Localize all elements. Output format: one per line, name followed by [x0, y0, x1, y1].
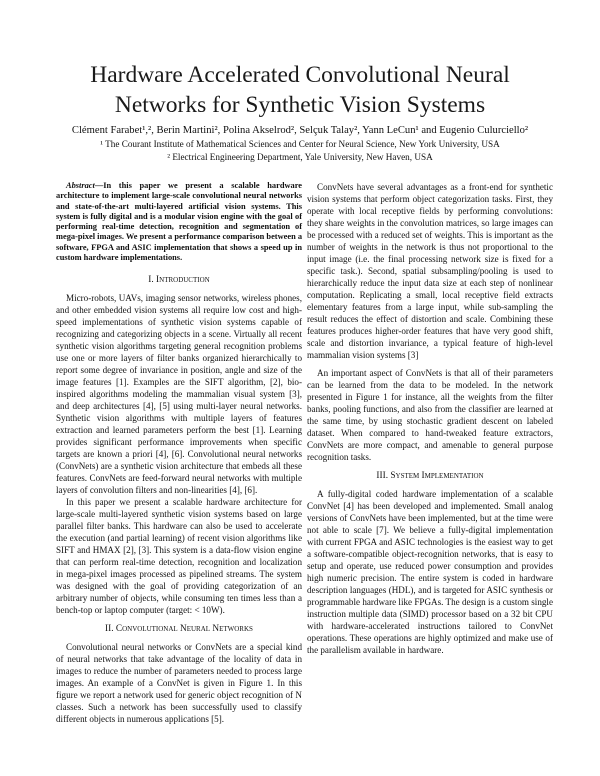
- affiliation-1: ¹ The Courant Institute of Mathematical Sciences and Center for Neural Science, New York University, USA: [100, 139, 500, 149]
- left-column: [56, 181, 302, 725]
- convnet-paragraph-2: ConvNets have several advantages as a front-end for synthetic vision systems that perform object categorization tasks. First, they operate with local receptive fields by performing convolutions: they share weights in the convolution matrices, so large images can be processed with a reduced set of weights. This is important as the number of weights in the network is thus not proportional to the input image (i.e. the final processing network size is fixed for a specific task.). Second, spatial subsampling/pooling is used to hierarchically reduce the input data size at each step of nonlinear computation. Replicating a small, local receptive field extracts elementary features from a large input, while sub-sampling the result reduces the effect of distortion and scale. Combining these features produces higher-order features that have very good shift, scale and distortion invariance, a typical feature of high-level mammalian vision systems [3]: [307, 182, 553, 360]
- abstract-lead: Abstract: [66, 181, 95, 190]
- convnet-paragraph-1: Convolutional neural networks or ConvNets are a special kind of neural networks that take advantage of the locality of data in images to reduce the number of parameters needed to process large images. An example of a ConvNet is given in Figure 1. In this figure we report a network used for generic object recognition of N classes. Such a network has been successfully used to classify different objects in numerous applications [5].: [56, 642, 302, 725]
- abstract-text: —In this paper we present a scalable hardware architecture to implement large-scale convolutional neural networks and state-of-the-art multi-layered artificial vision systems. This system is fully digital and is a modular vision engine with the goal of performing real-time detection, recognition and segmentation of mega-pixel images. We present a performance comparison between a software, FPGA and ASIC implementation that shows a speed up in custom hardware implementations.: [56, 181, 303, 263]
- paper-title: [0, 60, 600, 120]
- intro-paragraph-1: Micro-robots, UAVs, imaging sensor networks, wireless phones, and other embedded vision systems all require low cost and high-speed implementations of synthetic vision systems capable of recognizing and categorizing objects in a scene. Virtually all recent synthetic vision algorithms targeting general recognition problems use one or more layers of filter banks organized hierarchically to report some degree of invariance in position, angle and size of the image features [1]. Examples are the SIFT algorithm, [2], bio-inspired algorithms modeling the mammalian visual system [3], and deep architectures [4], [5] using multi-layer neural networks. Synthetic vision algorithms with multiple layers of features extraction and learned parameters perform the best [1]. Learning provides significant performance improvements when specific targets are known a priori [4], [6]. Convolutional neural networks (ConvNets) are a synthetic vision architecture that embeds all these features. ConvNets are feed-forward neural networks with multiple layers of convolution filters and non-linearities [4], [6].: [56, 293, 302, 496]
- author-list: Clément Farabet¹,², Berin Martini², Polina Akselrod², Selçuk Talay², Yann LeCun¹ and Eugenio Culurciello²: [71, 125, 529, 136]
- section-heading-introduction: I. Introduction: [148, 275, 210, 286]
- implementation-paragraph-1: A fully-digital coded hardware implementation of a scalable ConvNet [4] has been developed and implemented. Small analog versions of ConvNets have been implemented, but at the time were not able to scale [7]. We believe a fully-digital implementation with current FPGA and ASIC technologies is the easiest way to get a software-compatible object-recognition networks, that is easy to setup and operate, use reduced power consumption and provides high numeric precision. The entire system is coded in hardware description languages (HDL), and is targeted for ASIC synthesis or programmable hardware like FPGAs. The design is a custom single instruction multiple data (SIMD) processor based on a 32 bit CPU with hardware-accelerated instructions tailored to ConvNet operations. These operations are highly optimized and make use of the parallelism available in hardware.: [307, 489, 553, 655]
- paper-title-line-1: Hardware Accelerated Convolutional Neural: [90, 62, 510, 88]
- section-heading-system-implementation: III. System Implementation: [376, 471, 484, 481]
- intro-paragraph-2: In this paper we present a scalable hardware architecture for large-scale multi-layered synthetic vision systems based on large parallel filter banks. This hardware can also be used to accelerate the execution (and partial learning) of recent vision algorithms like SIFT and HMAX [2], [3]. This system is a data-flow vision engine that can perform real-time detection, recognition and localization in mega-pixel images processed as pipelined streams. The system was designed with the goal of providing categorization of an arbitrary number of objects, while consuming ten times less than a bench-top or laptop computer (target: < 10W).: [56, 497, 302, 616]
- affiliation-2: ² Electrical Engineering Department, Yale University, New Haven, USA: [167, 152, 433, 162]
- abstract: [56, 181, 302, 263]
- paper-title-line-2: Networks for Synthetic Vision Systems: [114, 92, 486, 118]
- right-column: [307, 181, 553, 656]
- section-heading-convnets: II. Convolutional Neural Networks: [105, 624, 253, 635]
- convnet-paragraph-3: An important aspect of ConvNets is that all of their parameters can be learned from the data to be modeled. In the network presented in Figure 1 for instance, all the weights from the filter banks, pooling functions, and also from the classifier are learned at the same time, by using stochastic gradient descent on labeled dataset. When compared to hand-tweaked feature extractors, ConvNets are more compact, and amenable to general purpose recognition tasks.: [307, 368, 553, 462]
